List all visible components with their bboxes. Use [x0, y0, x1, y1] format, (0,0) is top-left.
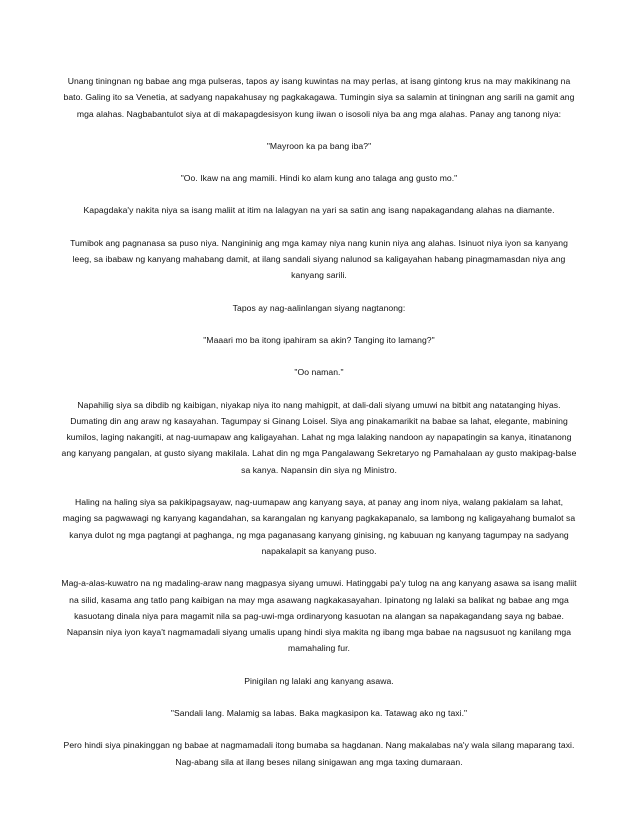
- paragraph-narration: Pinigilan ng lalaki ang kanyang asawa.: [244, 675, 394, 686]
- document-body: [60, 73, 578, 786]
- paragraph-narration: Mag-a-alas-kuwatro na ng madaling-araw nang magpasya siyang umuwi. Hatinggabi pa'y tulog na ang kanyang asawa sa isang maliit na silid, kasama ang tatlo pang kaibigan na may mga asawang nagkakasayahan. Ipinatong ng lalaki sa balikat ng babae ang mga kasuotang dinala niya para magamit nila sa pag-uwi-mga ordinaryong kasuotan na alangan sa napakagandang saya ng babae. Napansin niya iyon kaya't nagmamadali siyang umalis upang hindi siya makita ng ibang mga babae na nagsusuot ng kanilang mga mamahaling fur.: [61, 578, 577, 654]
- paragraph-dialogue: "Mayroon ka pa bang iba?": [266, 140, 372, 151]
- paragraph-dialogue: "Maaari mo ba itong ipahiram sa akin? Tanging ito lamang?": [203, 334, 435, 345]
- paragraph-dialogue: "Oo. Ikaw na ang mamili. Hindi ko alam kung ano talaga ang gusto mo.": [180, 173, 458, 184]
- paragraph-narration: Kapagdaka'y nakita niya sa isang maliit at itim na lalagyan na yari sa satin ang isang napakagandang alahas na diamante.: [83, 205, 555, 216]
- paragraph-narration: Haling na haling siya sa pakikipagsayaw, nag-uumapaw ang kanyang saya, at panay ang inom niya, walang pakialam sa lahat, maging sa pagwawagi ng kanyang kagandahan, sa karangalan ng kanyang pagkakapanalo, sa lambong ng kaligayahang bumalot sa kanya dulot ng mga pagtangi at paghanga, ng mga paganasang kanyang ginising, ng kabuuan ng kanyang tagumpay na sadyang napakalapit sa kanyang puso.: [62, 497, 576, 556]
- paragraph-narration: Pero hindi siya pinakinggan ng babae at nagmamadali itong bumaba sa hagdanan. Nang makalabas na'y wala silang maparang taxi. Nag-abang sila at ilang beses nilang sinigawan ang mga taxing dumaraan.: [63, 740, 575, 767]
- paragraph-dialogue: "Sandali lang. Malamig sa labas. Baka magkasipon ka. Tatawag ako ng taxi.": [170, 708, 468, 719]
- paragraph-narration: Tumibok ang pagnanasa sa puso niya. Nangininig ang mga kamay niya nang kunin niya ang alahas. Isinuot niya iyon sa kanyang leeg, sa ibabaw ng kanyang mahabang damit, at ilang sandali siyang nalunod sa kaligayahan habang pinagmamasdan niya ang kanyang sarili.: [70, 237, 568, 281]
- paragraph-opening: Unang tiningnan ng babae ang mga pulseras, tapos ay isang kuwintas na may perlas, at isang gintong krus na may makikinang na bato. Galing ito sa Venetia, at sadyang napakahusay ng pagkakagawa. Tumingin siya sa salamin at tiningnan ang sarili na gamit ang mga alahas. Nagbabantulot siya at di makapagdesisyon kung iiwan o isosoli niya ba ang mga alahas. Panay ang tanong niya:: [63, 76, 575, 119]
- paragraph-dialogue: "Oo naman.": [294, 367, 344, 378]
- paragraph-narration: Napahilig siya sa dibdib ng kaibigan, niyakap niya ito nang mahigpit, at dali-dali siyang umuwi na bitbit ang natatanging hiyas. Dumating din ang araw ng kasayahan. Tagumpay si Ginang Loisel. Siya ang pinakamarikit na babae sa lahat, elegante, mabining kumilos, laging nakangiti, at nag-uumapaw ang kaligayahan. Lahat ng mga lalaking nandoon ay napapatingin sa kanya, itinatanong ang kanyang pangalan, at gusto siyang makilala. Lahat din ng mga Pangalawang Sekretaryo ng Pamahalaan ay gusto makipag-balse sa kanya. Napansin din siya ng Ministro.: [61, 399, 577, 475]
- paragraph-narration: Tapos ay nag-aalinlangan siyang nagtanong:: [232, 302, 406, 313]
